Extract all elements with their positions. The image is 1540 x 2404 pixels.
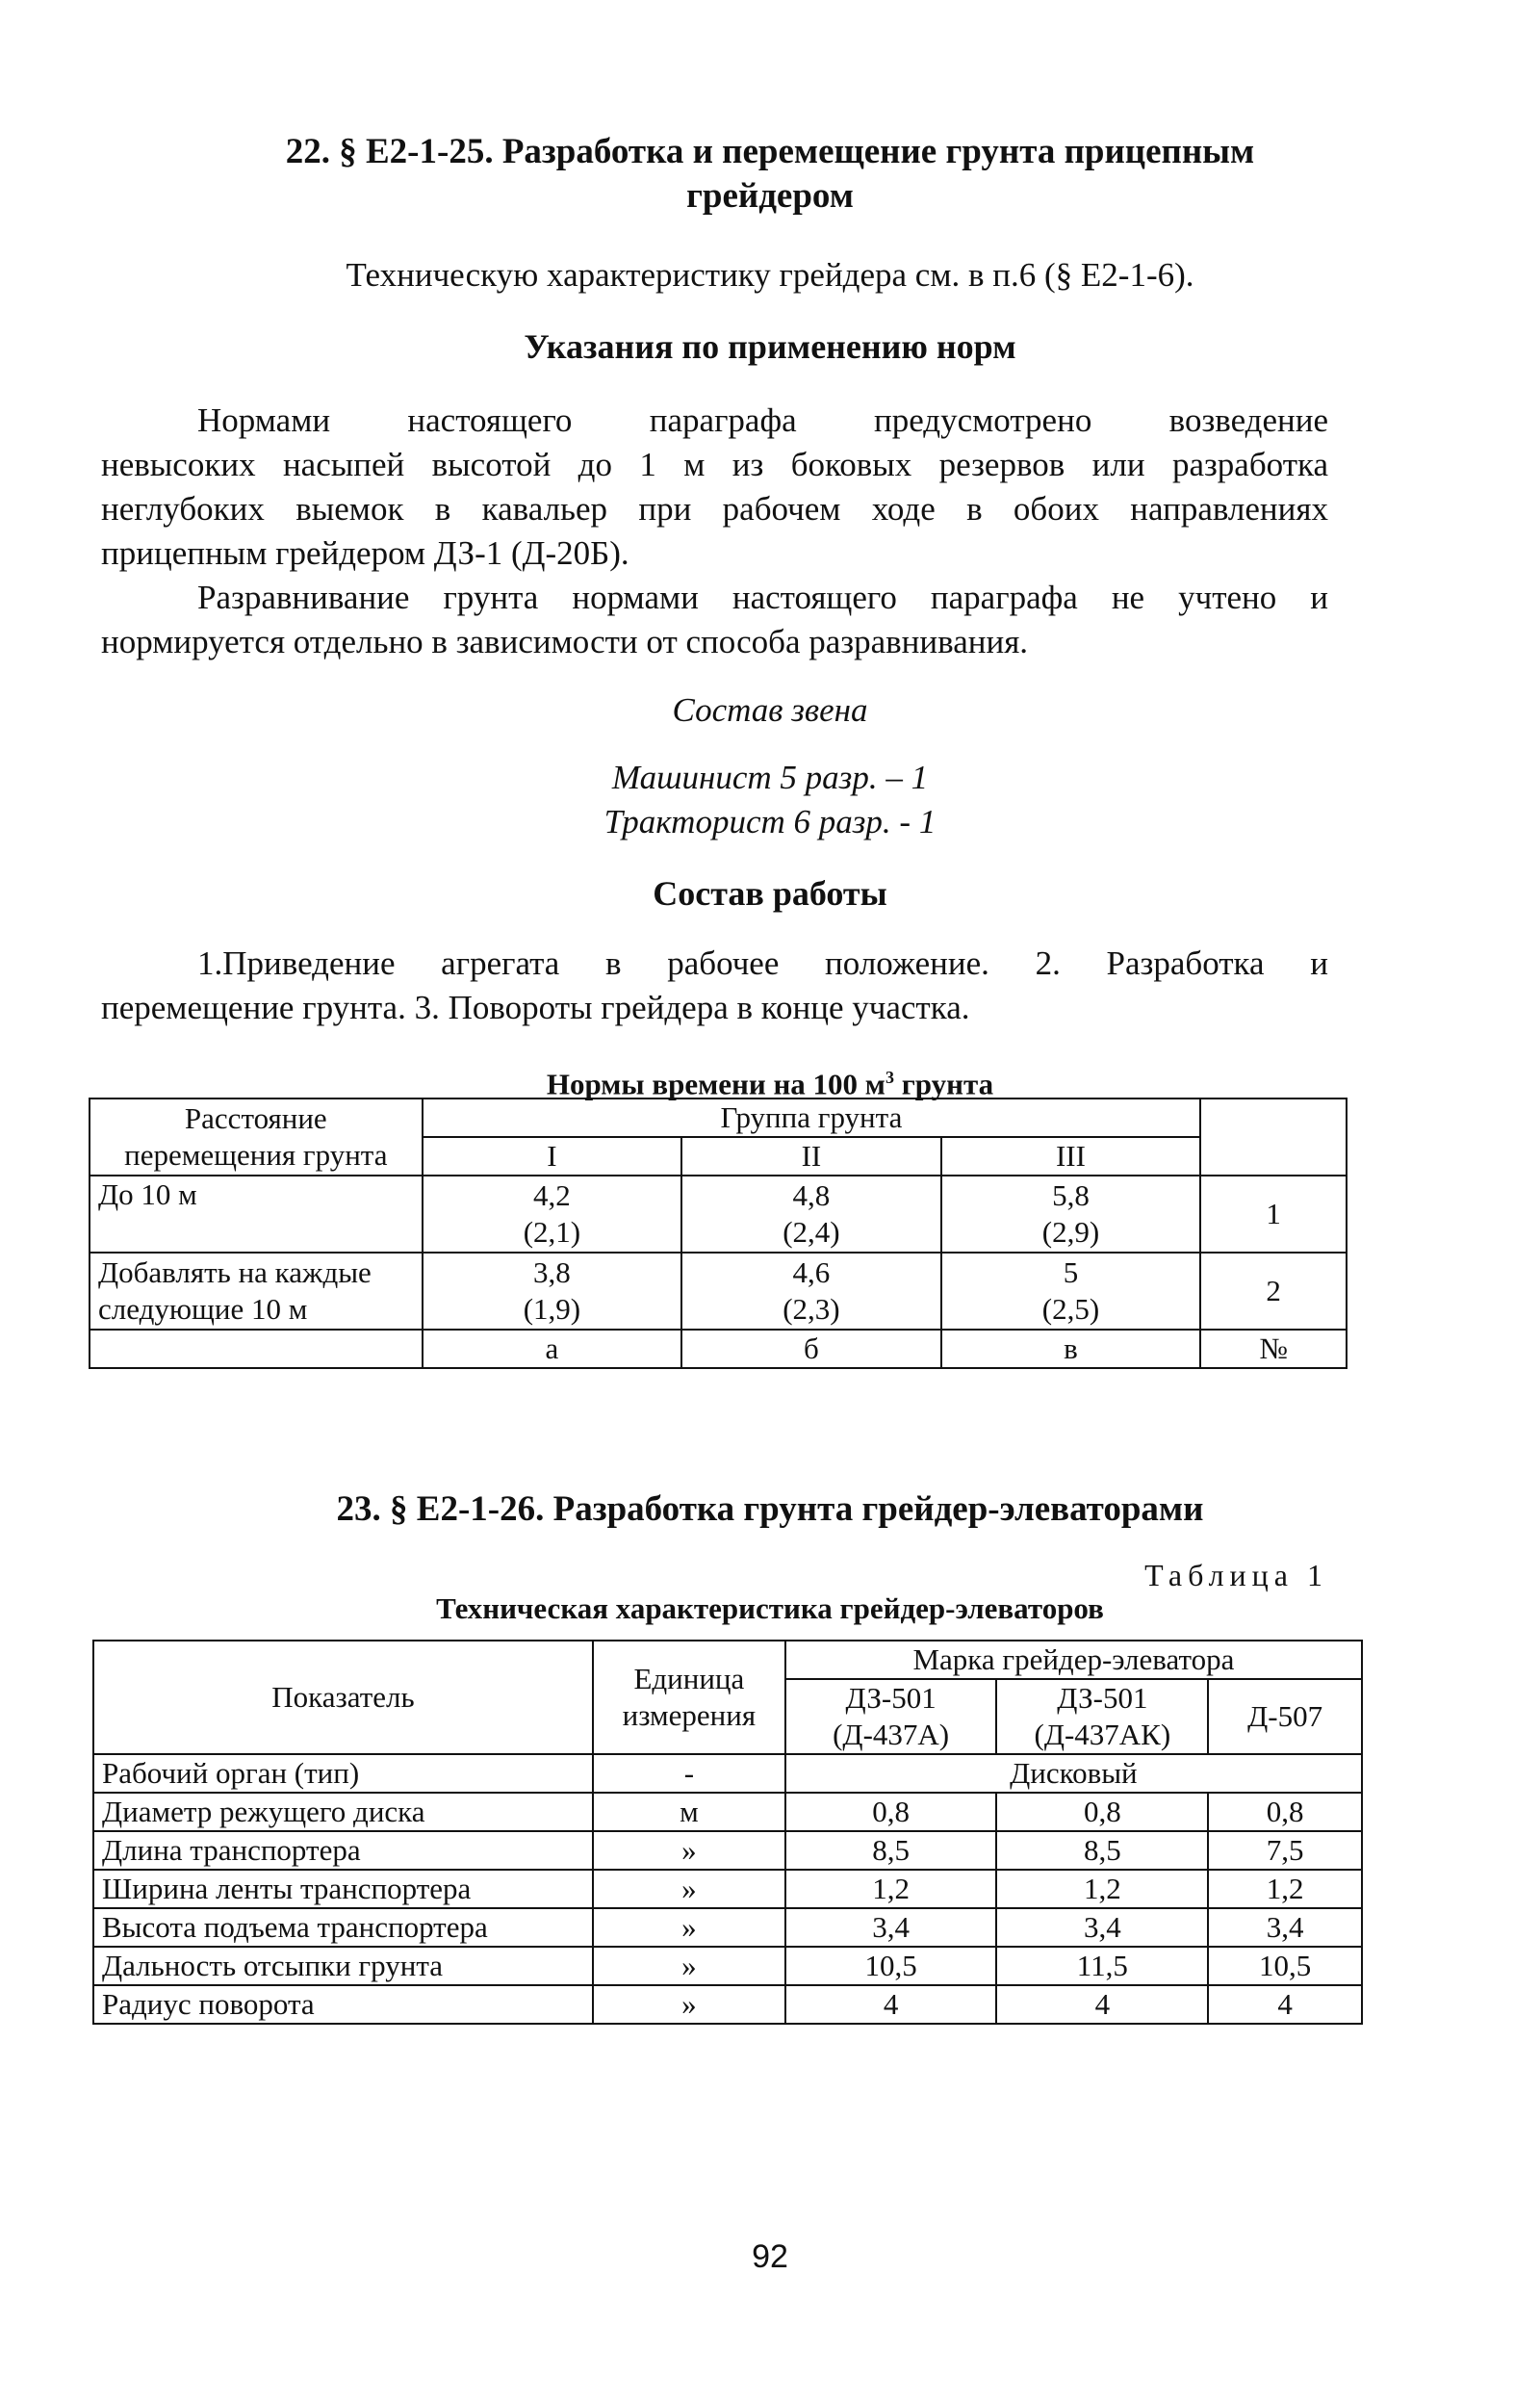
- row-value: 3,4: [1208, 1908, 1362, 1947]
- table-row: [90, 1176, 1347, 1253]
- work-description: [101, 942, 1328, 1030]
- header-indicator: Показатель: [93, 1641, 593, 1754]
- cell-value: 4,6 (2,3): [681, 1253, 941, 1330]
- footer-col-v: в: [941, 1330, 1201, 1368]
- table-row: [93, 1947, 1362, 1985]
- row-value: 4: [1208, 1985, 1362, 2024]
- table-row: [93, 1831, 1362, 1870]
- header-group-3: III: [941, 1137, 1201, 1176]
- footer-col-num: №: [1200, 1330, 1347, 1368]
- table-row: [93, 1870, 1362, 1908]
- row-value: 3,4: [785, 1908, 997, 1947]
- guidance-paragraph-1: [101, 399, 1328, 576]
- header-group-1: I: [423, 1137, 682, 1176]
- header-brand-3: Д-507: [1208, 1679, 1362, 1754]
- row-value: Дисковый: [785, 1754, 1362, 1793]
- row-value: 0,8: [785, 1793, 997, 1831]
- para2-line: нормируется отдельно в зависимости от способа разравнивания.: [101, 623, 1029, 660]
- para1-line: Нормами настоящего параграфа предусмотрено возведение: [197, 401, 1328, 439]
- header-distance: Расстояние перемещения грунта: [90, 1099, 423, 1176]
- row-label: Длина транспортера: [93, 1831, 593, 1870]
- row-value: 1,2: [1208, 1870, 1362, 1908]
- crew-list: [96, 756, 1444, 844]
- row-value: 10,5: [785, 1947, 997, 1985]
- row-label: До 10 м: [90, 1176, 423, 1253]
- header-brand-2: ДЗ-501 (Д-437АК): [996, 1679, 1208, 1754]
- row-unit: -: [593, 1754, 785, 1793]
- crew-item: Тракторист 6 разр. - 1: [603, 803, 937, 840]
- row-number: 1: [1200, 1176, 1347, 1253]
- row-value: 0,8: [996, 1793, 1208, 1831]
- section-22-title-line1: 22. § Е2-1-25. Разработка и перемещение грунта прицепным: [285, 132, 1255, 171]
- cell-value: 4,8 (2,4): [681, 1176, 941, 1253]
- row-label: Ширина ленты транспортера: [93, 1870, 593, 1908]
- table-label: Таблица 1: [1144, 1558, 1328, 1592]
- norms-table: [89, 1098, 1348, 1369]
- table-row: [93, 1754, 1362, 1793]
- para1-line: прицепным грейдером ДЗ-1 (Д-20Б).: [101, 534, 629, 572]
- para2-line: Разравнивание грунта нормами настоящего параграфа не учтено и: [197, 579, 1328, 616]
- work-line: перемещение грунта. 3. Повороты грейдера в конце участка.: [101, 989, 970, 1026]
- row-label: Рабочий орган (тип): [93, 1754, 593, 1793]
- footer-empty: [90, 1330, 423, 1368]
- footer-col-b: б: [681, 1330, 941, 1368]
- row-unit: »: [593, 1908, 785, 1947]
- work-line: 1.Приведение агрегата в рабочее положение. 2. Разработка и: [197, 944, 1328, 982]
- row-value: 1,2: [996, 1870, 1208, 1908]
- row-value: 4: [785, 1985, 997, 2024]
- section-22-title-line2: грейдером: [686, 176, 854, 216]
- crew-item: Машинист 5 разр. – 1: [611, 759, 929, 796]
- cell-value: 4,2 (2,1): [423, 1176, 682, 1253]
- header-unit: Единица измерения: [593, 1641, 785, 1754]
- table-row: [93, 1908, 1362, 1947]
- row-label: Диаметр режущего диска: [93, 1793, 593, 1831]
- row-unit: »: [593, 1985, 785, 2024]
- row-unit: »: [593, 1831, 785, 1870]
- section-23-title: 23. § Е2-1-26. Разработка грунта грейдер-элеваторами: [336, 1489, 1204, 1529]
- para1-line: невысоких насыпей высотой до 1 м из боковых резервов или разработка: [101, 446, 1328, 483]
- norms-table-title: Нормы времени на 100 $м^3$ грунта: [546, 1067, 994, 1101]
- row-unit: »: [593, 1870, 785, 1908]
- row-value: 10,5: [1208, 1947, 1362, 1985]
- footer-col-a: а: [423, 1330, 682, 1368]
- tech-table-title: Техническая характеристика грейдер-элеваторов: [436, 1591, 1104, 1625]
- row-value: 8,5: [785, 1831, 997, 1870]
- cell-value: 5,8 (2,9): [941, 1176, 1201, 1253]
- header-brand-1: ДЗ-501 (Д-437А): [785, 1679, 997, 1754]
- row-label: Добавлять на каждые следующие 10 м: [90, 1253, 423, 1330]
- work-title: Состав работы: [653, 874, 887, 913]
- guidance-paragraph-2: [101, 576, 1328, 664]
- row-unit: м: [593, 1793, 785, 1831]
- header-empty: [1200, 1099, 1347, 1176]
- crew-title: Состав звена: [672, 691, 868, 729]
- tech-table: [92, 1640, 1363, 2025]
- guidance-title: Указания по применению норм: [524, 327, 1016, 366]
- row-value: 7,5: [1208, 1831, 1362, 1870]
- row-unit: »: [593, 1947, 785, 1985]
- table-row: [93, 1985, 1362, 2024]
- cell-value: 5 (2,5): [941, 1253, 1201, 1330]
- table-footer-row: [90, 1330, 1347, 1368]
- header-soil-group: Группа грунта: [423, 1099, 1201, 1137]
- row-label: Высота подъема транспортера: [93, 1908, 593, 1947]
- row-value: 0,8: [1208, 1793, 1362, 1831]
- row-label: Дальность отсыпки грунта: [93, 1947, 593, 1985]
- row-value: 1,2: [785, 1870, 997, 1908]
- page-number: 92: [752, 2238, 788, 2275]
- row-label: Радиус поворота: [93, 1985, 593, 2024]
- section-22-title: [96, 130, 1444, 219]
- row-number: 2: [1200, 1253, 1347, 1330]
- header-group-2: II: [681, 1137, 941, 1176]
- header-brand: Марка грейдер-элеватора: [785, 1641, 1362, 1679]
- para1-line: неглубоких выемок в кавальер при рабочем ходе в обоих направлениях: [101, 490, 1328, 528]
- row-value: 11,5: [996, 1947, 1208, 1985]
- cell-value: 3,8 (1,9): [423, 1253, 682, 1330]
- tech-reference: Техническую характеристику грейдера см. в п.6 (§ Е2-1-6).: [346, 256, 1194, 294]
- table-row: [93, 1793, 1362, 1831]
- row-value: 3,4: [996, 1908, 1208, 1947]
- table-row: [90, 1253, 1347, 1330]
- row-value: 4: [996, 1985, 1208, 2024]
- row-value: 8,5: [996, 1831, 1208, 1870]
